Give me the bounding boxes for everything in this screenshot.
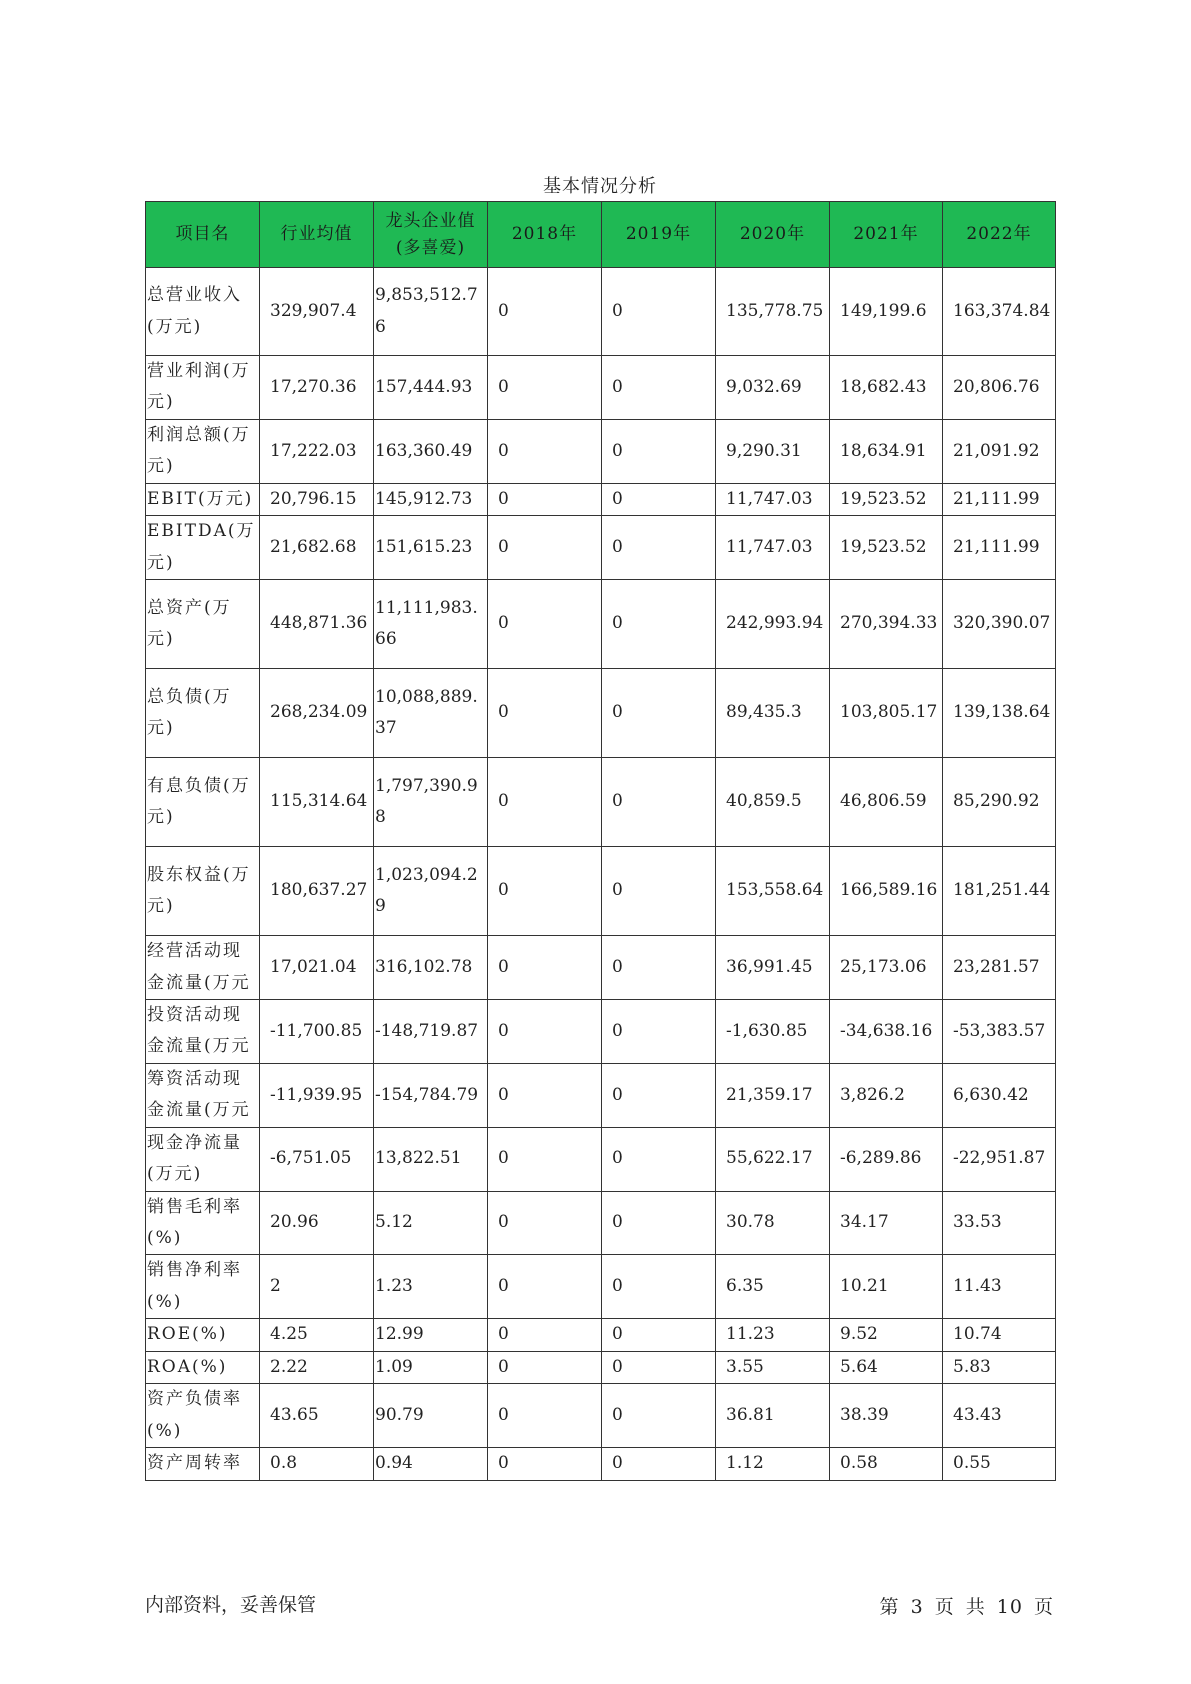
table-cell: 40,859.5 (716, 758, 830, 847)
table-cell: 17,222.03 (260, 419, 374, 483)
table-row (146, 419, 1056, 483)
table-cell: 21,682.68 (260, 516, 374, 580)
table-cell: 448,871.36 (260, 580, 374, 669)
table-cell: 0 (602, 999, 716, 1063)
table-cell: 0 (488, 1319, 602, 1351)
table-row (146, 847, 1056, 936)
row-label: 现金净流量(万元) (146, 1127, 260, 1191)
table-row (146, 268, 1056, 356)
table-cell: 270,394.33 (830, 580, 943, 669)
row-label: 筹资活动现金流量(万元 (146, 1063, 260, 1127)
table-cell: 34.17 (830, 1191, 943, 1255)
table-cell: 1,023,094.29 (374, 847, 488, 936)
table-cell: 0 (488, 1384, 602, 1448)
table-cell: 0 (602, 419, 716, 483)
table-cell: 135,778.75 (716, 268, 830, 356)
table-cell: 19,523.52 (830, 516, 943, 580)
table-cell: 43.43 (943, 1384, 1056, 1448)
table-cell: 25,173.06 (830, 936, 943, 1000)
table-cell: 21,091.92 (943, 419, 1056, 483)
table-title: 基本情况分析 (543, 176, 657, 197)
table-cell: 30.78 (716, 1191, 830, 1255)
table-cell: 21,111.99 (943, 483, 1056, 515)
table-row (146, 1063, 1056, 1127)
table-cell: 0 (602, 356, 716, 420)
table-cell: 19,523.52 (830, 483, 943, 515)
table-cell: 5.12 (374, 1191, 488, 1255)
table-row (146, 1384, 1056, 1448)
table-cell: 166,589.16 (830, 847, 943, 936)
table-cell: 9,853,512.76 (374, 268, 488, 356)
row-label: 总负债(万元) (146, 669, 260, 758)
table-cell: 145,912.73 (374, 483, 488, 515)
table-cell: 0 (488, 268, 602, 356)
table-cell: 6.35 (716, 1255, 830, 1319)
table-cell: 0 (488, 1351, 602, 1383)
row-label: 利润总额(万元) (146, 419, 260, 483)
table-cell: 11,111,983.66 (374, 580, 488, 669)
table-cell: 103,805.17 (830, 669, 943, 758)
table-cell: 149,199.6 (830, 268, 943, 356)
column-header: 2018年 (488, 202, 602, 268)
table-cell: 163,374.84 (943, 268, 1056, 356)
table-cell: 17,021.04 (260, 936, 374, 1000)
table-cell: 0 (602, 516, 716, 580)
table-cell: 0 (488, 356, 602, 420)
header-row (146, 202, 1056, 268)
table-cell: 43.65 (260, 1384, 374, 1448)
table-cell: -34,638.16 (830, 999, 943, 1063)
table-cell: 90.79 (374, 1384, 488, 1448)
table-cell: 38.39 (830, 1384, 943, 1448)
table-cell: 11.43 (943, 1255, 1056, 1319)
row-label: 资产周转率 (146, 1448, 260, 1480)
table-cell: 0 (488, 483, 602, 515)
column-header: 2022年 (943, 202, 1056, 268)
table-cell: 0 (488, 1127, 602, 1191)
table-cell: 0.55 (943, 1448, 1056, 1480)
table-cell: 0 (602, 758, 716, 847)
table-cell: 10.21 (830, 1255, 943, 1319)
table-cell: 20,796.15 (260, 483, 374, 515)
table-cell: 20.96 (260, 1191, 374, 1255)
table-row (146, 1448, 1056, 1480)
row-label: ROA(%) (146, 1351, 260, 1383)
column-header: 行业均值 (260, 202, 374, 268)
row-label: 有息负债(万元) (146, 758, 260, 847)
table-cell: 0 (602, 1191, 716, 1255)
table-cell: -11,939.95 (260, 1063, 374, 1127)
table-cell: 11,747.03 (716, 483, 830, 515)
table-cell: 151,615.23 (374, 516, 488, 580)
row-label: 销售净利率(%) (146, 1255, 260, 1319)
table-cell: 2 (260, 1255, 374, 1319)
table-row (146, 1255, 1056, 1319)
row-label: 营业利润(万元) (146, 356, 260, 420)
table-cell: 0 (488, 1255, 602, 1319)
table-cell: 0 (488, 1063, 602, 1127)
table-cell: 11.23 (716, 1319, 830, 1351)
row-label: 总资产(万元) (146, 580, 260, 669)
table-body (146, 268, 1056, 1481)
table-cell: 11,747.03 (716, 516, 830, 580)
table-cell: 3.55 (716, 1351, 830, 1383)
column-header: 2020年 (716, 202, 830, 268)
table-cell: -11,700.85 (260, 999, 374, 1063)
table-cell: 23,281.57 (943, 936, 1056, 1000)
table-cell: 163,360.49 (374, 419, 488, 483)
table-cell: 0 (488, 847, 602, 936)
table-row (146, 1191, 1056, 1255)
table-row (146, 1351, 1056, 1383)
table-cell: 0 (488, 1191, 602, 1255)
row-label: EBIT(万元) (146, 483, 260, 515)
table-cell: 0 (602, 936, 716, 1000)
table-cell: 0 (602, 1127, 716, 1191)
table-cell: 89,435.3 (716, 669, 830, 758)
table-cell: 0 (602, 1255, 716, 1319)
row-label: EBITDA(万元) (146, 516, 260, 580)
footer-confidential-note: 内部资料，妥善保管 (145, 1594, 317, 1616)
table-cell: 115,314.64 (260, 758, 374, 847)
table-cell: 5.83 (943, 1351, 1056, 1383)
row-label: 股东权益(万元) (146, 847, 260, 936)
row-label: 销售毛利率(%) (146, 1191, 260, 1255)
table-cell: -53,383.57 (943, 999, 1056, 1063)
table-header (146, 202, 1056, 268)
row-label: 投资活动现金流量(万元 (146, 999, 260, 1063)
table-row (146, 936, 1056, 1000)
table-cell: 181,251.44 (943, 847, 1056, 936)
table-cell: 10,088,889.37 (374, 669, 488, 758)
table-cell: 46,806.59 (830, 758, 943, 847)
column-header: 项目名 (146, 202, 260, 268)
table-cell: 0 (488, 419, 602, 483)
table-row (146, 580, 1056, 669)
table-cell: 85,290.92 (943, 758, 1056, 847)
row-label: 资产负债率(%) (146, 1384, 260, 1448)
table-cell: 329,907.4 (260, 268, 374, 356)
table-cell: 157,444.93 (374, 356, 488, 420)
table-cell: 0.94 (374, 1448, 488, 1480)
table-cell: 6,630.42 (943, 1063, 1056, 1127)
table-row (146, 1319, 1056, 1351)
table-cell: 0 (602, 1063, 716, 1127)
table-cell: 0 (602, 669, 716, 758)
table-row (146, 356, 1056, 420)
table-cell: 0.58 (830, 1448, 943, 1480)
table-cell: 0 (602, 483, 716, 515)
table-cell: 153,558.64 (716, 847, 830, 936)
table-cell: 5.64 (830, 1351, 943, 1383)
table-cell: 20,806.76 (943, 356, 1056, 420)
table-row (146, 669, 1056, 758)
table-cell: 0 (488, 999, 602, 1063)
table-row (146, 1127, 1056, 1191)
table-cell: 0 (602, 1448, 716, 1480)
table-cell: 0 (488, 1448, 602, 1480)
column-header: 龙头企业值(多喜爱) (374, 202, 488, 268)
table-cell: 3,826.2 (830, 1063, 943, 1127)
table-cell: -22,951.87 (943, 1127, 1056, 1191)
table-cell: 0 (488, 580, 602, 669)
table-cell: 36.81 (716, 1384, 830, 1448)
table-cell: 268,234.09 (260, 669, 374, 758)
table-cell: 0 (602, 847, 716, 936)
table-cell: 0 (602, 580, 716, 669)
table-cell: 320,390.07 (943, 580, 1056, 669)
column-header: 2019年 (602, 202, 716, 268)
footer-page-number: 第 3 页 共 10 页 (879, 1596, 1054, 1618)
table-cell: 139,138.64 (943, 669, 1056, 758)
table-cell: 0 (488, 516, 602, 580)
table-cell: -1,630.85 (716, 999, 830, 1063)
table-cell: -154,784.79 (374, 1063, 488, 1127)
table-cell: 4.25 (260, 1319, 374, 1351)
row-label: 总营业收入(万元) (146, 268, 260, 356)
table-cell: 55,622.17 (716, 1127, 830, 1191)
table-row (146, 999, 1056, 1063)
column-header: 2021年 (830, 202, 943, 268)
table-cell: 2.22 (260, 1351, 374, 1383)
table-cell: 316,102.78 (374, 936, 488, 1000)
table-cell: 1.12 (716, 1448, 830, 1480)
row-label: ROE(%) (146, 1319, 260, 1351)
financial-table (145, 201, 1056, 1481)
table-row (146, 516, 1056, 580)
table-cell: 0 (602, 268, 716, 356)
table-cell: 17,270.36 (260, 356, 374, 420)
table-cell: 1.23 (374, 1255, 488, 1319)
table-cell: 33.53 (943, 1191, 1056, 1255)
table-cell: 0 (488, 669, 602, 758)
table-cell: 242,993.94 (716, 580, 830, 669)
table-cell: -6,289.86 (830, 1127, 943, 1191)
table-row (146, 483, 1056, 515)
table-cell: 18,634.91 (830, 419, 943, 483)
table-cell: 1,797,390.98 (374, 758, 488, 847)
table-cell: -148,719.87 (374, 999, 488, 1063)
table-cell: 36,991.45 (716, 936, 830, 1000)
table-cell: 12.99 (374, 1319, 488, 1351)
table-cell: 0 (602, 1351, 716, 1383)
table-cell: 0.8 (260, 1448, 374, 1480)
table-cell: 0 (488, 936, 602, 1000)
table-cell: 1.09 (374, 1351, 488, 1383)
table-cell: -6,751.05 (260, 1127, 374, 1191)
row-label: 经营活动现金流量(万元 (146, 936, 260, 1000)
table-cell: 21,111.99 (943, 516, 1056, 580)
table-cell: 0 (602, 1319, 716, 1351)
table-cell: 9,032.69 (716, 356, 830, 420)
table-cell: 0 (488, 758, 602, 847)
table-cell: 0 (602, 1384, 716, 1448)
table-cell: 9.52 (830, 1319, 943, 1351)
table-row (146, 758, 1056, 847)
table-cell: 13,822.51 (374, 1127, 488, 1191)
table-cell: 18,682.43 (830, 356, 943, 420)
table-cell: 21,359.17 (716, 1063, 830, 1127)
table-cell: 180,637.27 (260, 847, 374, 936)
table-cell: 9,290.31 (716, 419, 830, 483)
table-cell: 10.74 (943, 1319, 1056, 1351)
